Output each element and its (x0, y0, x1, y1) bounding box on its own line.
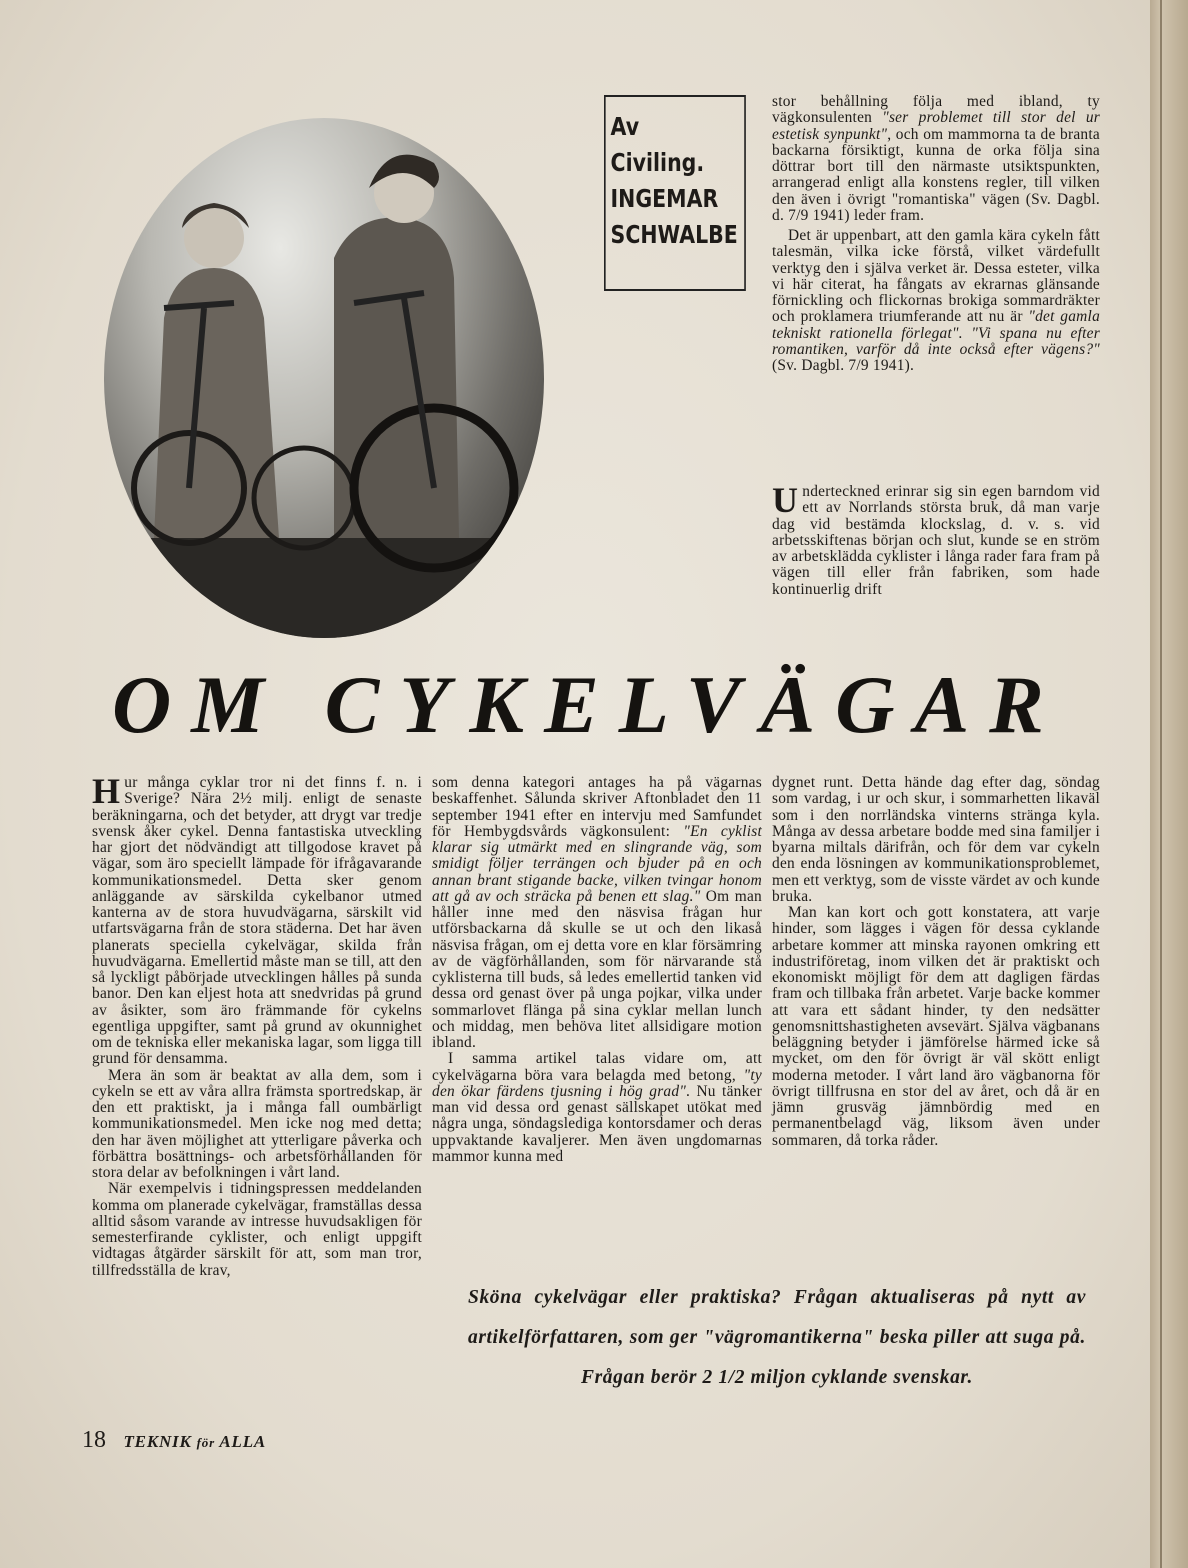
paragraph (432, 775, 762, 1051)
quote: "ser problemet till stor del ur estetisk synpunkt" (772, 109, 1100, 143)
magazine-name-part: för (196, 1435, 215, 1450)
paragraph (772, 228, 1100, 374)
drop-cap: H (92, 771, 121, 811)
text: ur många cyklar tror ni det finns f. n. i Sverige? Nära 2½ milj. enligt de senaste beräkningarna, och det betyder, att drygt var tredje svensk åker cykel. Denna fantastiska utveckling har gjort det nödvändigt att tillgodose kravet på vägar, som äro speciellt lämpade för ifrågavarande kommunikationsmedel. Detta sker genom anläggande av särskilda cykelbanor utmed kanterna av de stora huvudvägarna, särskilt vid utfartsvägarna från de stora städerna. Det har även planerats speciella cykelvägar, skilda från huvudvägarna. Emellertid måste man se till, att den så lyckligt påbörjade utvecklingen hålles på sunda banor. Den kan eljest hota att snedvridas på grund av åsikter, som äro främmande för cykelns egentliga uppgifter, samt på grund av okunnighet om de tekniska eller mekaniska lagar, som ligga till grund för densamma. (92, 774, 422, 1068)
text: stor behållning följa med ibland, ty vägkonsulenten (772, 93, 1100, 127)
left-column (92, 771, 422, 1279)
paragraph: När exempelvis i tidningspressen meddelanden komma om planerade cykelvägar, framställas dessa alltid såsom varande av intresse huvudsakligen för semesterfirande cyklister, och enligt uppgift vidtagas åtgärder särskilt för att, som man tror, tillfredsställa de krav, (92, 1180, 422, 1279)
quote: "det gamla tekniskt rationella förlegat". "Vi spana nu efter romantiken, varför då inte också efter vägens?" (772, 308, 1101, 358)
page-edge (1150, 0, 1188, 1568)
text: I samma artikel talas vidare om, att cykelvägarna böra vara belagda med betong, (432, 1050, 762, 1084)
photo-two-girls-with-bicycles (104, 118, 544, 638)
quote: "ty den ökar färdens tjusning i hög grad" (432, 1066, 762, 1100)
page-edge-line (1160, 0, 1162, 1568)
photo-illustration (104, 118, 544, 638)
byline-title: Civiling. (610, 148, 705, 177)
article-lead-caption: Sköna cykelvägar eller praktiska? Frågan aktualiseras på nytt av artikelförfattaren, som ger "vägromantikerna" beska piller att suga på. Frågan berör 2 1/2 miljon cyklande svenskar. (468, 1287, 1086, 1388)
magazine-name-part: ALLA (214, 1432, 267, 1451)
quote: "En cyklist klarar sig utmärkt med en slingrande väg, som smidigt följer terrängen och bjuder på en och annan brant stigande backe, vilken tvingar honom att gå av och sträcka på benen ett slag." (432, 822, 762, 905)
page-footer (82, 1427, 266, 1454)
text: . Nu tänker man vid dessa ord genast sällskapet utökat med några unga, söndagslediga kontorsdamer och deras uppvaktande kavaljerer. Men även ungdomarnas mammor kunna med (432, 1082, 762, 1165)
middle-column (432, 775, 762, 1165)
paragraph (92, 771, 422, 1068)
author-byline-box (604, 95, 746, 291)
paragraph (772, 480, 1100, 598)
text: Om man håller inne med den näsvisa frågan hur utförsbackarna då skulle se ut och den likaså näsvisa frågan, om ej detta vore en klar försämring av de vägförhållanden, som för närvarande stå cyklisterna till buds, så ledes emellertid tanken vid dessa ord genast över på unga pojkar, vilka under sommarlovet flänga på sina cyklar mellan lunch och middag, men behöva litet allsidigare motion ibland. (432, 887, 763, 1051)
text: , och om mammorna ta de branta backarna försiktigt, kunna de orka följa sina döttrar bort till den närmaste utsiktspunkten, arrangerad enligt alla konstens regler, till vilken den även i övrigt "romantiska" vägen (Sv. Dagbl. d. 7/9 1941) leder fram. (772, 125, 1100, 224)
byline-lastname: SCHWALBE (610, 220, 738, 249)
paragraph: Man kan kort och gott konstatera, att varje hinder, som lägges i vägen för dessa cyklande arbetare kommer att minska rayonen omkring ett industriföretag, inom vilken det är praktiskt och ekonomiskt möjligt för dem att dagligen färdas fram och tillbaka från arbetet. Varje backe kommer att vara ett sådant hinder, ty den nedsätter genomsnittshastigheten avsevärt. Själva vägbanans beläggning betyder i jämförelse härmed icke så mycket, om den för övrigt är väl skött enligt moderna metoder. I vårt land äro vägbanorna för övrigt tillfrusna en stor del av året, och då är en jämn grusväg jämnbördig med en permanentbelagd väg, liksom även under sommaren, då torka råder. (772, 904, 1100, 1149)
right-column (772, 775, 1100, 1149)
magazine-name (124, 1432, 267, 1451)
text: (Sv. Dagbl. 7/9 1941). (772, 357, 915, 374)
byline-firstname: INGEMAR (610, 184, 719, 213)
text: Det är uppenbart, att den gamla kära cykeln fått talesmän, vilka icke förstå, vilket värdefullt verktyg den i själva verket är. Dessa esteter, vilka vi här citerat, ha fångats av ekrarnas glänsande förnickling och flickornas brokiga sommardräkter och proklamera triumferande att nu är (772, 227, 1100, 326)
paragraph: Mera än som är beaktat av alla dem, som i cykeln se ett av våra allra främsta sportredskap, är den ett praktiskt, ja i många fall oumbärligt kommunikationsmedel. Men icke nog med detta; den har även möjlighet att ytterligare påverka och förbättra bosättnings- och arbetsförhållanden för stora delar av befolkningen i vårt land. (92, 1066, 422, 1181)
paragraph (432, 1051, 762, 1165)
article-title: OM CYKELVÄGAR (112, 659, 1064, 750)
magazine-name-part: TEKNIK (123, 1432, 197, 1451)
paragraph: dygnet runt. Detta hände dag efter dag, söndag som vardag, i ur och skur, i sommarhetten likaväl som i den norrländska vinterns stränga kyla. Många av dessa arbetare bodde med sina familjer i byarna miltals därifrån, och för dem var cykeln den enda lösningen av kommunikationsproblemet, men ett verktyg, som de visste värdet av och kunde bruka. (772, 774, 1100, 905)
top-right-column (772, 94, 1100, 374)
drop-cap: U (772, 480, 799, 520)
page-number: 18 (82, 1427, 106, 1453)
byline-prefix: Av (610, 112, 640, 141)
paragraph (772, 94, 1100, 224)
top-right-column-second-block (772, 480, 1100, 598)
text: nderteckned erinrar sig sin egen barndom vid ett av Norrlands största bruk, då man varje dag vid bestämda klockslag, d. v. s. vid arbetsskiftenas början och slut, kunde se en ström av arbetsklädda cyklister i långa rader fara fram på vägen till eller från fabriken, som hade kontinuerlig drift (772, 483, 1100, 598)
text: som denna kategori antages ha på vägarnas beskaffenhet. Sålunda skriver Aftonbladet den 11 september 1941 efter en intervju med Samfundet för Hembygdsvårds vägkonsulent: (432, 774, 762, 840)
